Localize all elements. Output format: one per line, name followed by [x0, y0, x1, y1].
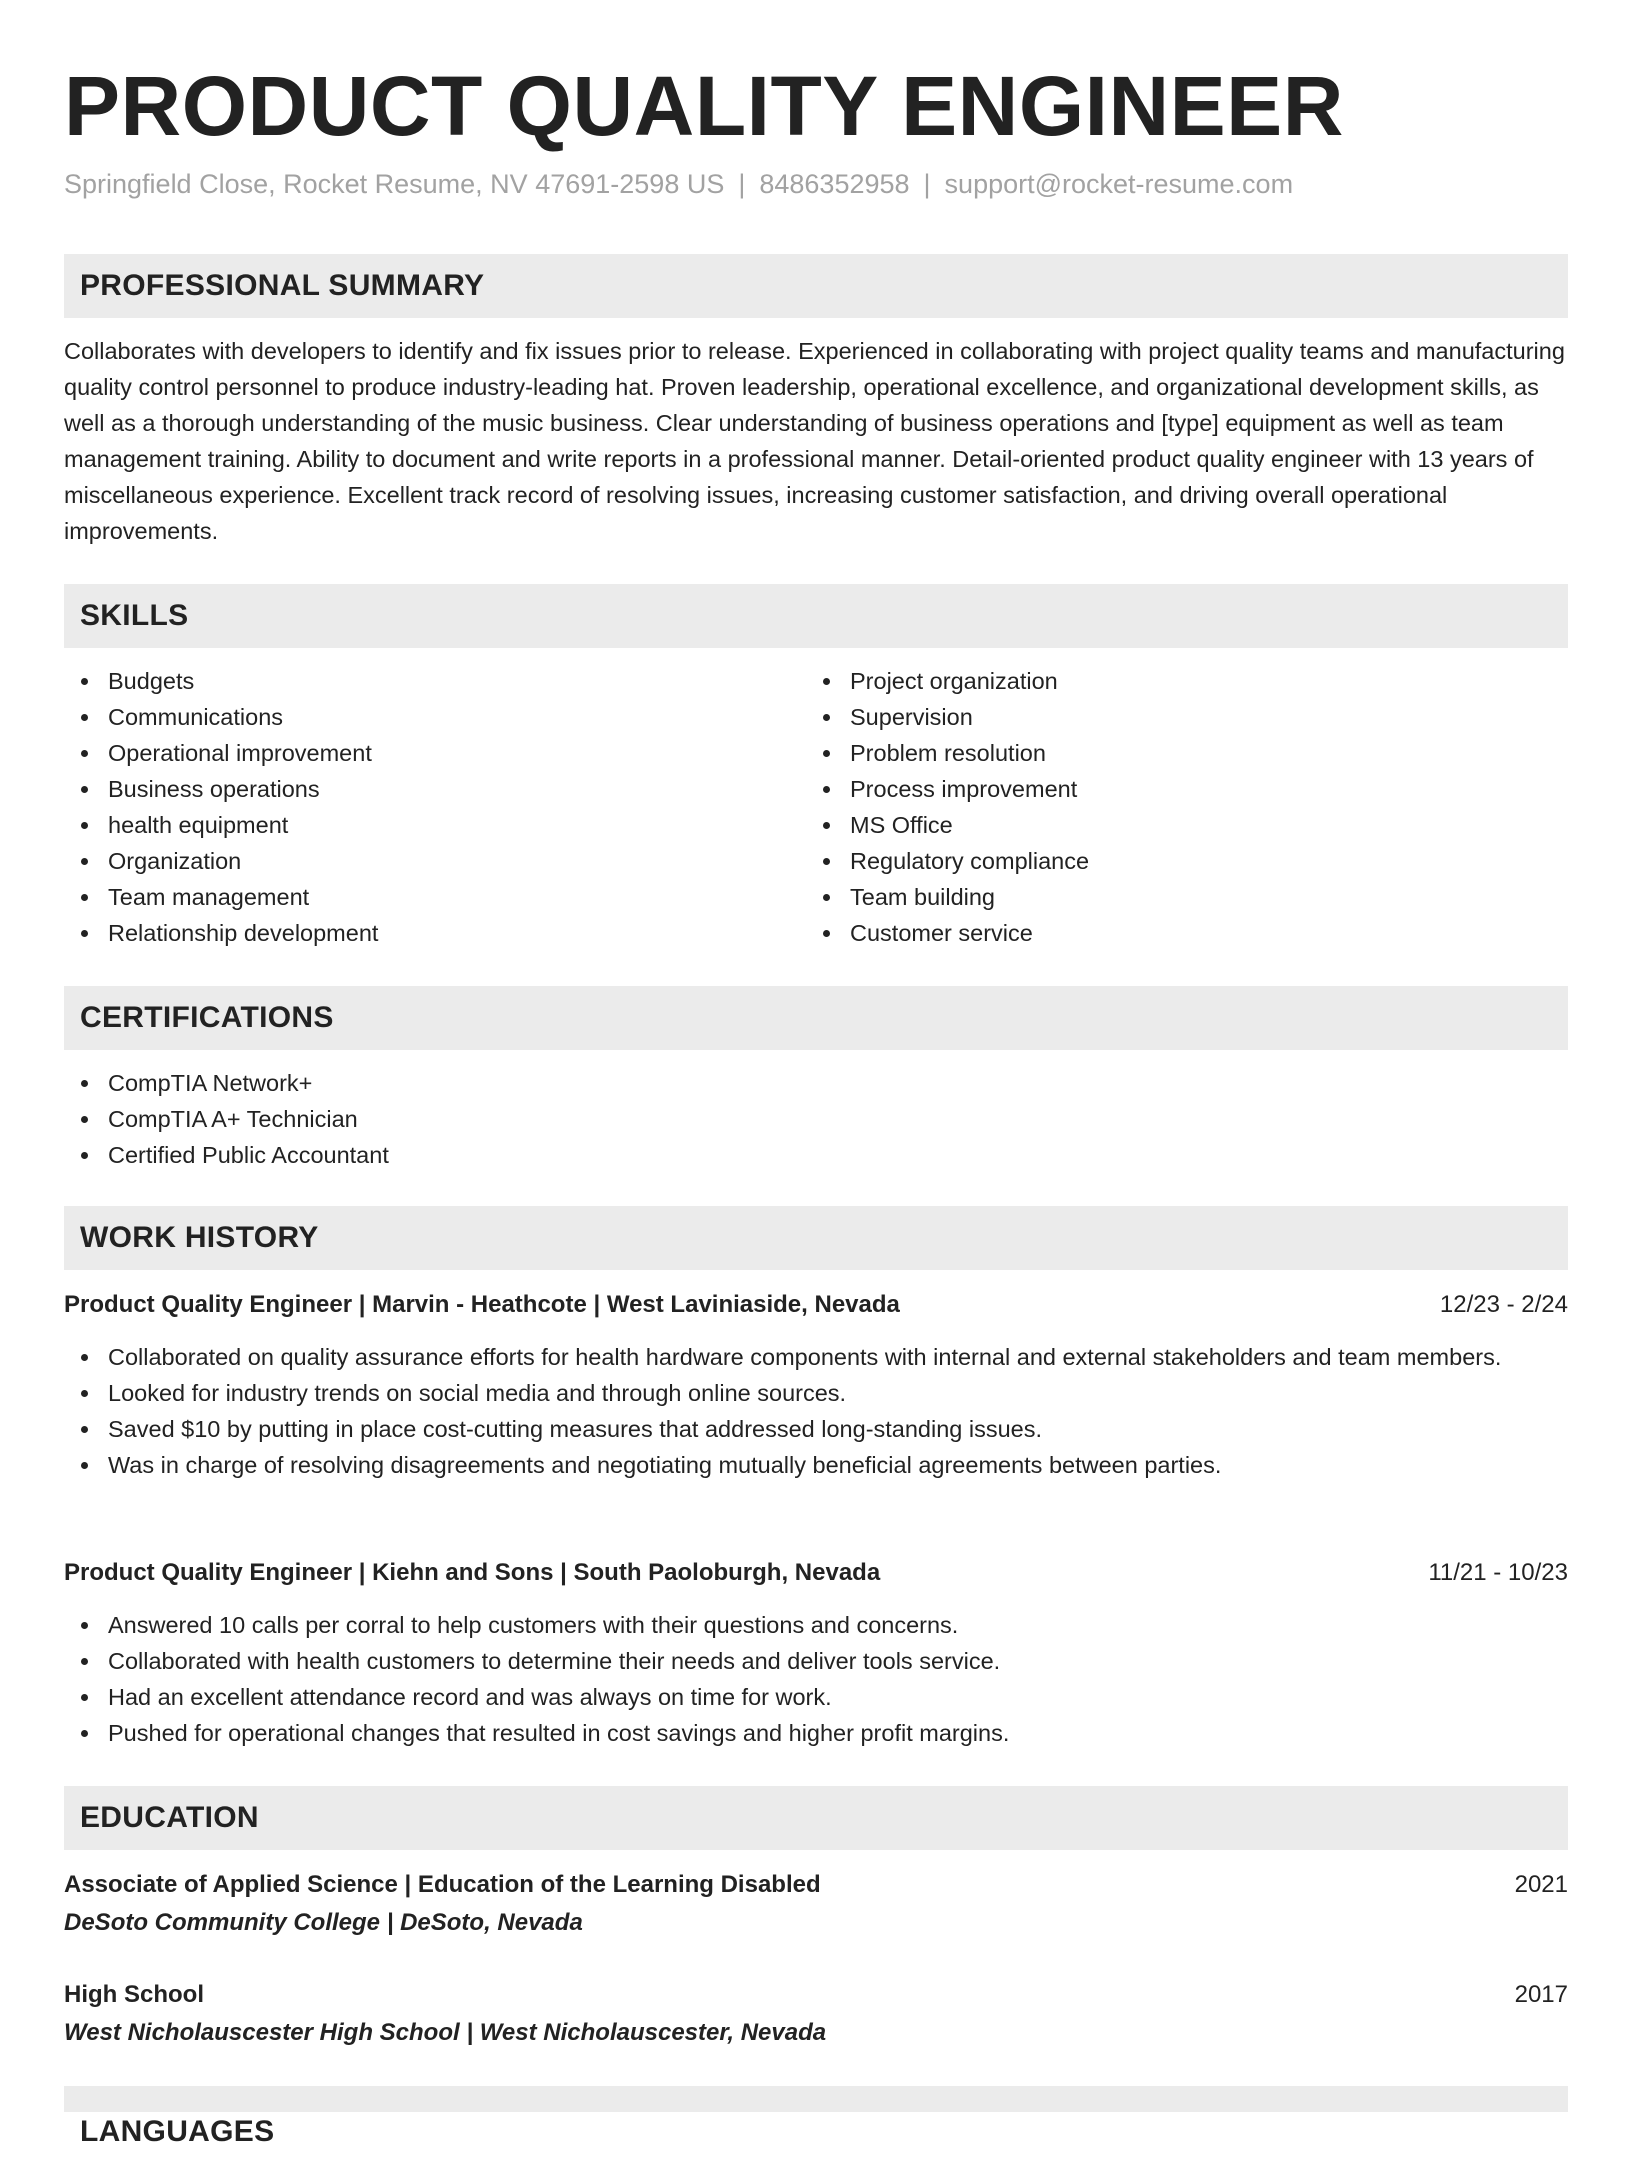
address: Springfield Close, Rocket Resume, NV 47691-2598 US — [64, 169, 725, 199]
list-item: Team building — [806, 879, 1526, 915]
list-item: Certified Public Accountant — [64, 1137, 1568, 1173]
education-year: 2017 — [1514, 1981, 1568, 2008]
section-header-skills — [64, 584, 1568, 648]
list-item: Project organization — [806, 663, 1526, 699]
section-title: SKILLS — [80, 599, 189, 632]
list-item: Process improvement — [806, 771, 1526, 807]
list-item: Had an excellent attendance record and was always on time for work. — [64, 1679, 1568, 1715]
email-link[interactable]: support@rocket-resume.com — [944, 169, 1294, 199]
section-title: WORK HISTORY — [80, 1221, 319, 1254]
contact-separator: | — [923, 169, 931, 199]
section-title: EDUCATION — [80, 1801, 259, 1834]
list-item: MS Office — [806, 807, 1526, 843]
job-title: Product Quality Engineer | Marvin - Heathcote | West Laviniaside, Nevada — [64, 1291, 900, 1318]
list-item: CompTIA A+ Technician — [64, 1101, 1568, 1137]
job-heading — [64, 1555, 1568, 1591]
list-item: Team management — [64, 879, 784, 915]
summary-text: Collaborates with developers to identify and fix issues prior to release. Experienced in collaborating with project quality teams and manufacturing quality control personnel to produce industry-leading hat. Proven leadership, operational excellence, and organizational development skills, as well as a thorough understanding of the music business. Clear understanding of business operations and [type] equipment as well as team management training. Ability to document and write reports in a professional manner. Detail-oriented product quality engineer with 13 years of miscellaneous experience. Excellent track record of resolving issues, increasing customer satisfaction, and driving overall operational improvements. — [64, 338, 1565, 544]
list-item: Pushed for operational changes that resulted in cost savings and higher profit margins. — [64, 1715, 1568, 1751]
skills-list-right — [806, 663, 1526, 951]
school-name: West Nicholauscester High School | West Nicholauscester, Nevada — [64, 2019, 827, 2046]
section-header-languages — [64, 2086, 1568, 2148]
list-item: Looked for industry trends on social media and through online sources. — [64, 1375, 1568, 1411]
list-item: Budgets — [64, 663, 784, 699]
list-item: health equipment — [64, 807, 784, 843]
list-item: Operational improvement — [64, 735, 784, 771]
degree: High School — [64, 1981, 204, 2008]
job-date: 12/23 - 2/24 — [1439, 1291, 1568, 1318]
education-heading — [64, 1867, 1568, 1903]
list-item: Supervision — [806, 699, 1526, 735]
job-bullets — [64, 1339, 1568, 1483]
job-bullets — [64, 1607, 1568, 1751]
list-item: Answered 10 calls per corral to help customers with their questions and concerns. — [64, 1607, 1568, 1643]
list-item: Was in charge of resolving disagreements and negotiating mutually beneficial agreements between parties. — [64, 1447, 1568, 1483]
list-item: Customer service — [806, 915, 1526, 951]
list-item: Saved $10 by putting in place cost-cutting measures that addressed long-standing issues. — [64, 1411, 1568, 1447]
certifications-list — [64, 1065, 1568, 1173]
list-item: Organization — [64, 843, 784, 879]
education-year: 2021 — [1514, 1871, 1568, 1898]
section-title: LANGUAGES — [80, 2115, 275, 2148]
page-title: PRODUCT QUALITY ENGINEER — [64, 59, 1344, 153]
contact-line — [64, 166, 1293, 202]
phone: 8486352958 — [759, 169, 910, 199]
list-item: CompTIA Network+ — [64, 1065, 1568, 1101]
skills-list-left — [64, 663, 784, 951]
section-header-education — [64, 1786, 1568, 1850]
list-item: Relationship development — [64, 915, 784, 951]
job-title: Product Quality Engineer | Kiehn and Sons | South Paoloburgh, Nevada — [64, 1559, 881, 1586]
section-title: PROFESSIONAL SUMMARY — [80, 269, 485, 302]
section-header-work-history — [64, 1206, 1568, 1270]
list-item: Regulatory compliance — [806, 843, 1526, 879]
school-name: DeSoto Community College | DeSoto, Nevada — [64, 1909, 583, 1936]
list-item: Business operations — [64, 771, 784, 807]
section-header-certifications — [64, 986, 1568, 1050]
contact-separator: | — [738, 169, 746, 199]
job-heading — [64, 1287, 1568, 1323]
list-item: Collaborated with health customers to determine their needs and deliver tools service. — [64, 1643, 1568, 1679]
list-item: Communications — [64, 699, 784, 735]
degree: Associate of Applied Science | Education of the Learning Disabled — [64, 1871, 821, 1898]
education-heading — [64, 1977, 1568, 2013]
job-date: 11/21 - 10/23 — [1428, 1559, 1568, 1586]
list-item: Problem resolution — [806, 735, 1526, 771]
section-title: CERTIFICATIONS — [80, 1001, 334, 1034]
list-item: Collaborated on quality assurance efforts for health hardware components with internal and external stakeholders and team members. — [64, 1339, 1568, 1375]
section-header-summary — [64, 254, 1568, 318]
